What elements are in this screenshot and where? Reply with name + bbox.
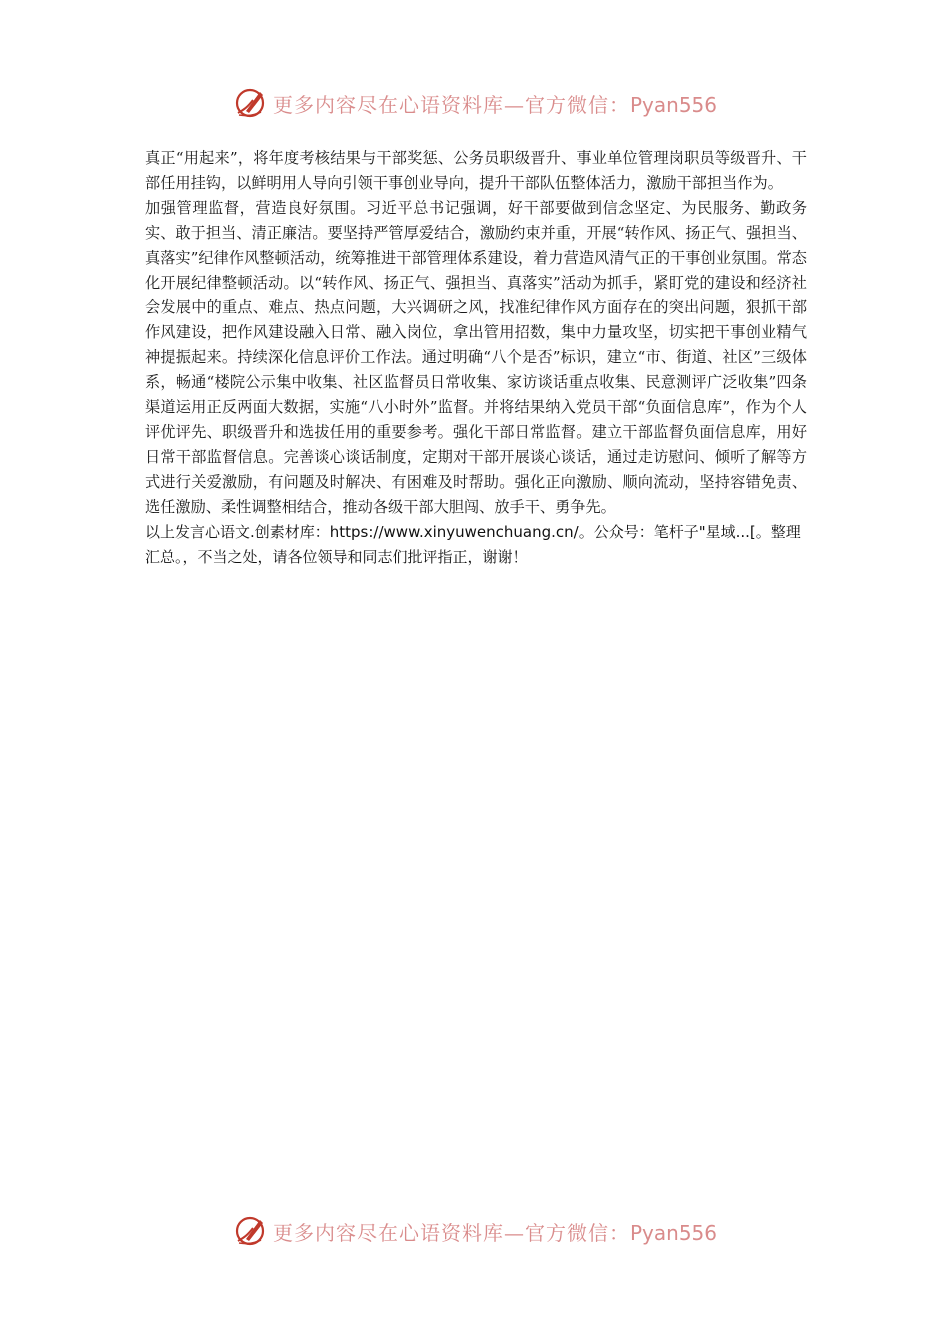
banner-text xyxy=(273,1217,717,1246)
banner-text-cn: 更多内容尽在心语资料库—官方微信： xyxy=(272,1220,630,1245)
banner-wechat-id: Pyan556 xyxy=(629,1220,717,1245)
paragraph-2: 加强管理监督，营造良好氛围。习近平总书记强调，好干部要做到信念坚定、为民服务、勤政务实、敢于担当、清正廉洁。要坚持严管厚爱结合，激励约束并重，开展“转作风、扬正气、强担当、真落实”纪律作风整顿活动，统筹推进干部管理体系建设，着力营造风清气正的干事创业氛围。常态化开展纪律整顿活动。以“转作风、扬正气、强担当、真落实”活动为抓手，紧盯党的建设和经济社会发展中的重点、难点、热点问题，大兴调研之风，找准纪律作风方面存在的突出问题，狠抓干部作风建设，把作风建设融入日常、融入岗位，拿出管用招数，集中力量攻坚，切实把干事创业精气神提振起来。持续深化信息评价工作法。通过明确“八个是否”标识，建立“市、街道、社区”三级体系，畅通“楼院公示集中收集、社区监督员日常收集、家访谈话重点收集、民意测评广泛收集”四条渠道运用正反两面大数据，实施“八小时外”监督。并将结果纳入党员干部“负面信息库”，作为个人评优评先、职级晋升和选拔任用的重要参考。强化干部日常监督。建立干部监督负面信息库，用好日常干部监督信息。完善谈心谈话制度，定期对干部开展谈心谈话，通过走访慰问、倾听了解等方式进行关爱激励，有问题及时解决、有困难及时帮助。强化正向激励、顺向流动，坚持容错免责、选任激励、柔性调整相结合，推动各级干部大胆闯、放手干、勇争先。 xyxy=(145,198,807,516)
paragraph-1: 真正“用起来”，将年度考核结果与干部奖惩、公务员职级晋升、事业单位管理岗职员等级晋升、干部任用挂钩，以鲜明用人导向引领干事创业导向，提升干部队伍整体活力，激励干部担当作为。 xyxy=(145,149,807,192)
source-note: 以上发言心语文.创素材库：https://www.xinyuwenchuang.cn/。公众号：笔杆子"星域...[。整理汇总。，不当之处，请各位领导和同志们批评指正，谢谢！ xyxy=(145,522,801,566)
banner-text xyxy=(273,89,717,118)
pen-circle-logo-icon xyxy=(233,86,267,120)
pen-circle-logo-icon xyxy=(233,1214,267,1248)
banner-wechat-id: Pyan556 xyxy=(629,92,717,117)
document-body xyxy=(145,146,807,570)
header-banner xyxy=(0,83,950,123)
footer-banner xyxy=(0,1211,950,1251)
banner-text-cn: 更多内容尽在心语资料库—官方微信： xyxy=(272,92,630,117)
